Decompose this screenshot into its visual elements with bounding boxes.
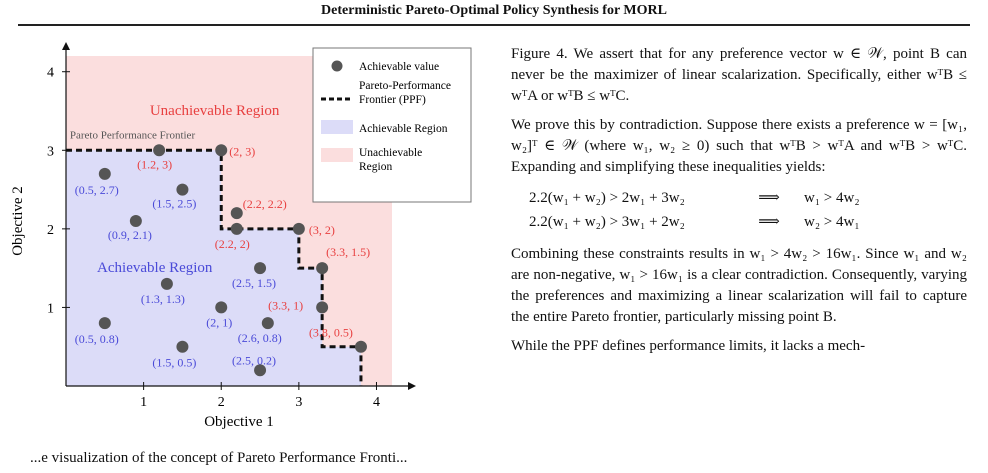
figure-caption: ...e visualization of the concept of Pareto Performance Fronti... [30,450,408,466]
paragraph-4: While the PPF defines performance limits, it lacks a mech- [511,338,866,354]
y-tick-label: 1 [47,301,54,317]
x-tick-label: 3 [295,395,303,410]
achievable-point [262,317,274,329]
legend-frontier-line1: Pareto-Performance [359,80,451,92]
equation-row-2 [529,210,967,234]
point-label: (2, 1) [206,315,233,330]
point-label: (2.6, 0.8) [237,331,282,346]
point-label: (2.2, 2) [214,236,250,251]
eq1-implies: ⟹ [758,190,780,206]
unachievable-region-label: Unachievable Region [149,102,280,119]
equation-row-1 [529,186,967,210]
frontier-annotation: Pareto Performance Frontier [69,129,196,142]
paragraph-2: We prove this by contradiction. Suppose there exists a preference w = [w₁, w₂]ᵀ ∈ 𝒲 (where w₁, w₂ ≥ 0) such that wᵀB > wᵀA and wᵀB > wᵀC. Expanding and simplifying these inequalities yields: [511,117,967,175]
x-tick-label: 1 [140,395,148,410]
frontier-point [355,341,367,353]
achievable-region-label: Achievable Region [97,260,213,277]
frontier-point [215,144,227,156]
point-label: (2, 3) [229,144,256,159]
x-tick-label: 2 [217,395,225,410]
figure-pareto-plot [0,26,500,446]
y-tick-label: 2 [47,222,54,238]
x-axis-label: Objective 1 [204,414,274,430]
point-label: (0.5, 0.8) [74,332,119,347]
frontier-point [316,301,328,313]
eq2-left: 2.2(w₁ + w₂) > 3w₁ + 2w₂ [529,214,685,230]
y-axis-label: Objective 2 [10,186,26,256]
point-label: (3, 2) [308,222,335,237]
point-label: (3.3, 1.5) [326,245,371,260]
legend-unachievable-line2: Region [359,161,393,173]
legend-achievable-region: Achievable Region [359,123,448,135]
point-label: (2.2, 2.2) [242,197,287,212]
legend-unachievable-line1: Unachievable [359,147,423,159]
y-tick-label: 3 [47,144,54,160]
y-axis-arrow [62,42,70,50]
y-tick-label: 4 [47,65,54,81]
point-label: (1.5, 0.5) [152,355,197,370]
point-label: (1.3, 1.3) [140,291,185,306]
point-label: (2.5, 1.5) [232,276,277,291]
point-label: (2.5, 0.2) [232,353,277,368]
achievable-point [215,301,227,313]
legend-frontier-line2: Frontier (PPF) [359,94,426,106]
point-label: (1.2, 3) [137,157,173,172]
paragraph-3: Combining these constraints results in w₁ > 4w₂ > 16w₁. Since w₁ and w₂ are non-negative, w₁ > 16w₁ is a clear contradiction. Consequently, varying the preferences and maximizing a linear scalarization will fail to capture the entire Pareto frontier, particularly missing point B. [511,246,967,325]
achievable-point [254,262,266,274]
point-label: (0.9, 2.1) [107,228,152,242]
frontier-point [293,223,305,235]
frontier-point [153,144,165,156]
legend-point-swatch [332,61,343,72]
achievable-point [99,168,111,180]
x-axis-arrow [408,382,416,390]
legend-unachievable-swatch [321,148,353,162]
body-text-column [511,44,967,365]
paragraph-1: Figure 4. We assert that for any preference vector w ∈ 𝒲, point B can never be the maximizer of linear scalarization. Specifically, either wᵀB ≤ wᵀA or wᵀB ≤ wᵀC. [511,46,967,104]
inequalities-block [511,186,967,234]
pareto-chart-svg [0,26,500,446]
eq2-implies: ⟹ [758,214,780,230]
point-label: (0.5, 2.7) [74,182,119,197]
frontier-point [316,262,328,274]
achievable-point [176,341,188,353]
legend-achievable-swatch [321,120,353,134]
achievable-point [176,184,188,196]
legend-achievable-value: Achievable value [359,61,440,73]
achievable-point [130,215,142,227]
x-tick-label: 4 [372,395,380,410]
point-label: (1.5, 2.5) [152,196,197,211]
eq2-right: w₂ > 4w₁ [804,214,860,230]
achievable-point [99,317,111,329]
frontier-point [231,207,243,219]
point-label: (3.3, 1) [268,298,304,313]
achievable-point [161,278,173,290]
point-label: (3.8, 0.5) [308,325,353,340]
running-header: Deterministic Pareto-Optimal Policy Synthesis for MORL [321,3,667,18]
frontier-point [231,223,243,235]
eq1-left: 2.2(w₁ + w₂) > 2w₁ + 3w₂ [529,190,685,206]
eq1-right: w₁ > 4w₂ [804,190,860,206]
